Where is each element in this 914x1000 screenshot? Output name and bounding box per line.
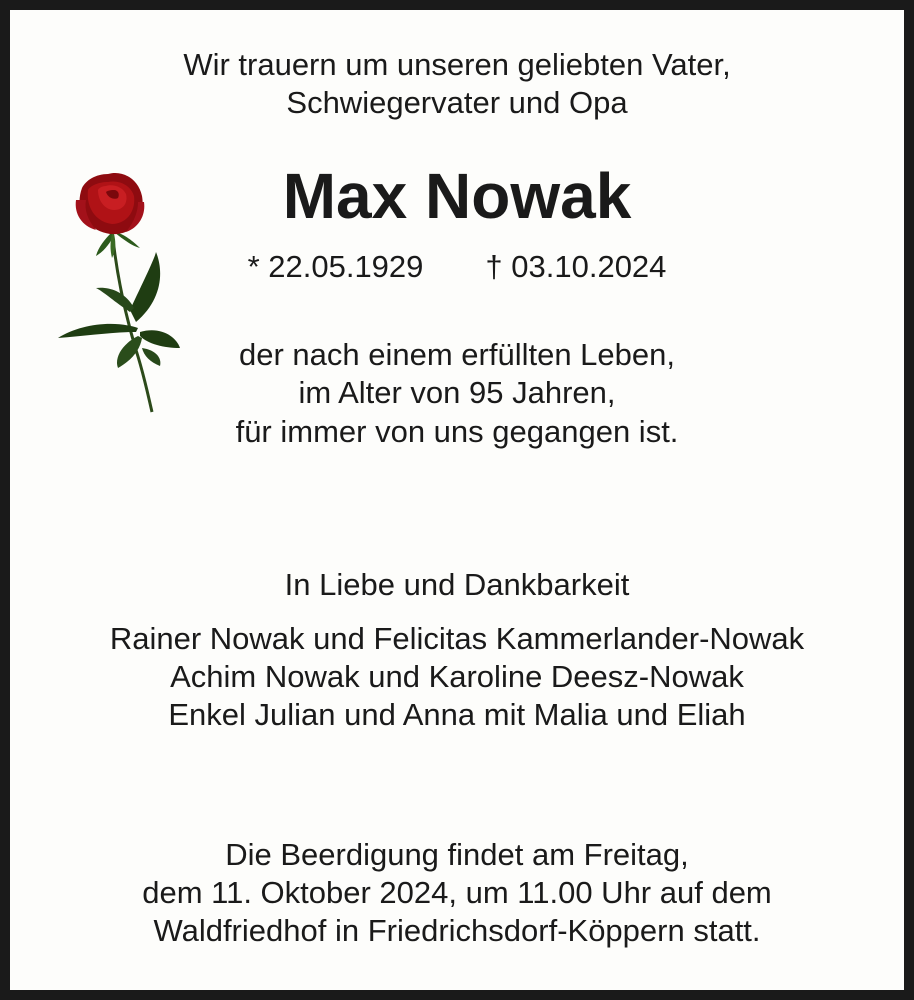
funeral-line-2: dem 11. Oktober 2024, um 11.00 Uhr auf dem bbox=[142, 875, 772, 910]
mourner-line: Rainer Nowak und Felicitas Kammerlander-Nowak bbox=[109, 621, 805, 656]
mourner-line: Achim Nowak und Karoline Deesz-Nowak bbox=[170, 659, 744, 694]
birth-date: * 22.05.1929 bbox=[247, 249, 424, 284]
funeral-line-1: Die Beerdigung findet am Freitag, bbox=[225, 837, 689, 872]
life-dates bbox=[0, 248, 914, 286]
funeral-line-3: Waldfriedhof in Friedrichsdorf-Köppern statt. bbox=[153, 913, 761, 948]
message-line-3: für immer von uns gegangen ist. bbox=[235, 414, 679, 449]
message-line-1: der nach einem erfüllten Leben, bbox=[238, 337, 675, 372]
intro-line-2: Schwiegervater und Opa bbox=[286, 85, 628, 120]
mourner-line: Enkel Julian und Anna mit Malia und Eliah bbox=[168, 697, 746, 732]
mourners-heading: In Liebe und Dankbarkeit bbox=[284, 567, 630, 602]
deceased-name: Max Nowak bbox=[282, 160, 632, 232]
message-line-2: im Alter von 95 Jahren, bbox=[298, 375, 616, 410]
intro-line-1: Wir trauern um unseren geliebten Vater, bbox=[183, 47, 731, 82]
death-date: † 03.10.2024 bbox=[485, 249, 667, 284]
